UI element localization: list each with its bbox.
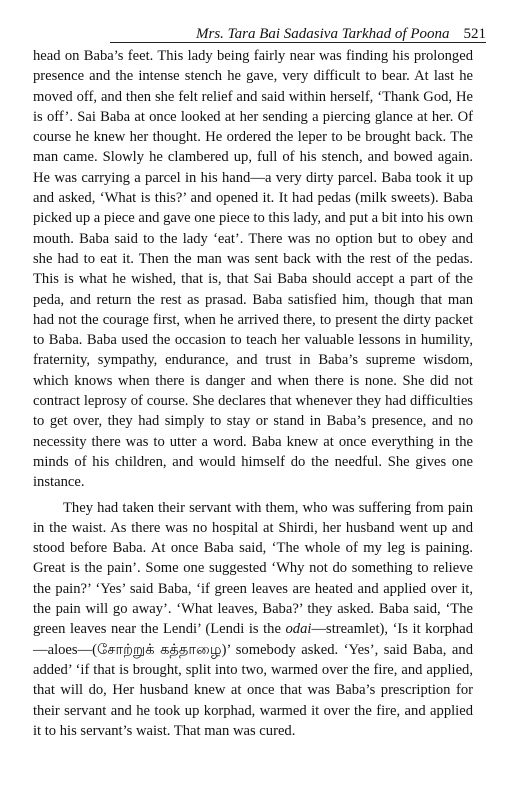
body-text	[33, 46, 473, 741]
paragraph-2	[33, 498, 473, 742]
paragraph-2-text-end: —streamlet), ‘Is it korphad—aloes—(சோற்றுக் கத்தாழை)’ somebody asked. ‘Yes’, said Baba, and added’ ‘if that is brought, split into two, warmed over the fire, and applied, that will do, Her husband knew at once that was Baba’s prescription for their servant and he took up korphad, warmed it over the fire, and applied it to his servant’s waist. That man was cured.	[33, 621, 473, 739]
page-number: 521	[463, 26, 486, 42]
running-title: Mrs. Tara Bai Sadasiva Tarkhad of Poona	[195, 26, 450, 42]
paragraph-2-italic-term: odai	[285, 621, 312, 638]
paragraph-1: head on Baba’s feet. This lady being fairly near was finding his prolonged presence and the intense stench he gave, very difficult to bear. At last he moved off, and then she felt relief and said within herself, ‘Thank God, He is off’. Sai Baba at once looked at her sending a piercing glance at her. Of course he knew her thought. He ordered the leper to be brought back. The man came. Slowly he clambered up, full of his stench, and bowed again. He was carrying a parcel in his hand—a very dirty parcel. Baba took it up and asked, ‘What is this?’ and opened it. It had pedas (milk sweets). Baba picked up a piece and gave one piece to this lady, and put a bit into his own mouth. Baba said to the lady ‘eat’. There was no option but to obey and she had to eat it. Then the man was sent back with the rest of the pedas. This is what he wished, that is, that Sai Baba should accept a part of the peda, and return the rest as prasad. Baba satisfied him, though that man had not the courage first, when he arrived there, to present the dirty packet to Baba. Baba used the occasion to teach her valuable lessons in humility, fraternity, sympathy, endurance, and trust in Baba’s supreme wisdom, which knows when there is danger and when there is none. She did not contract leprosy of course. She declares that whenever they had difficulties to get over, they had simply to stay or stand in Baba’s presence, and no necessity there was to utter a word. Baba knew at once everything in the minds of his children, and would himself do the needful. She gives one instance.	[33, 48, 473, 491]
running-head	[110, 22, 486, 43]
paragraph-2-text-start: They had taken their servant with them, who was suffering from pain in the waist. As there was no hospital at Shirdi, her husband went up and stood before Baba. At once Baba said, ‘The whole of my leg is paining. Great is the pain’. Some one suggested ‘Why not do something to relieve the pain?’ ‘Yes’ said Baba, ‘if green leaves are heated and applied over it, the pain will go away’. ‘What leaves, Baba?’ they asked. Baba said, ‘The green leaves near the Lendi’ (Lendi is the	[33, 499, 473, 638]
